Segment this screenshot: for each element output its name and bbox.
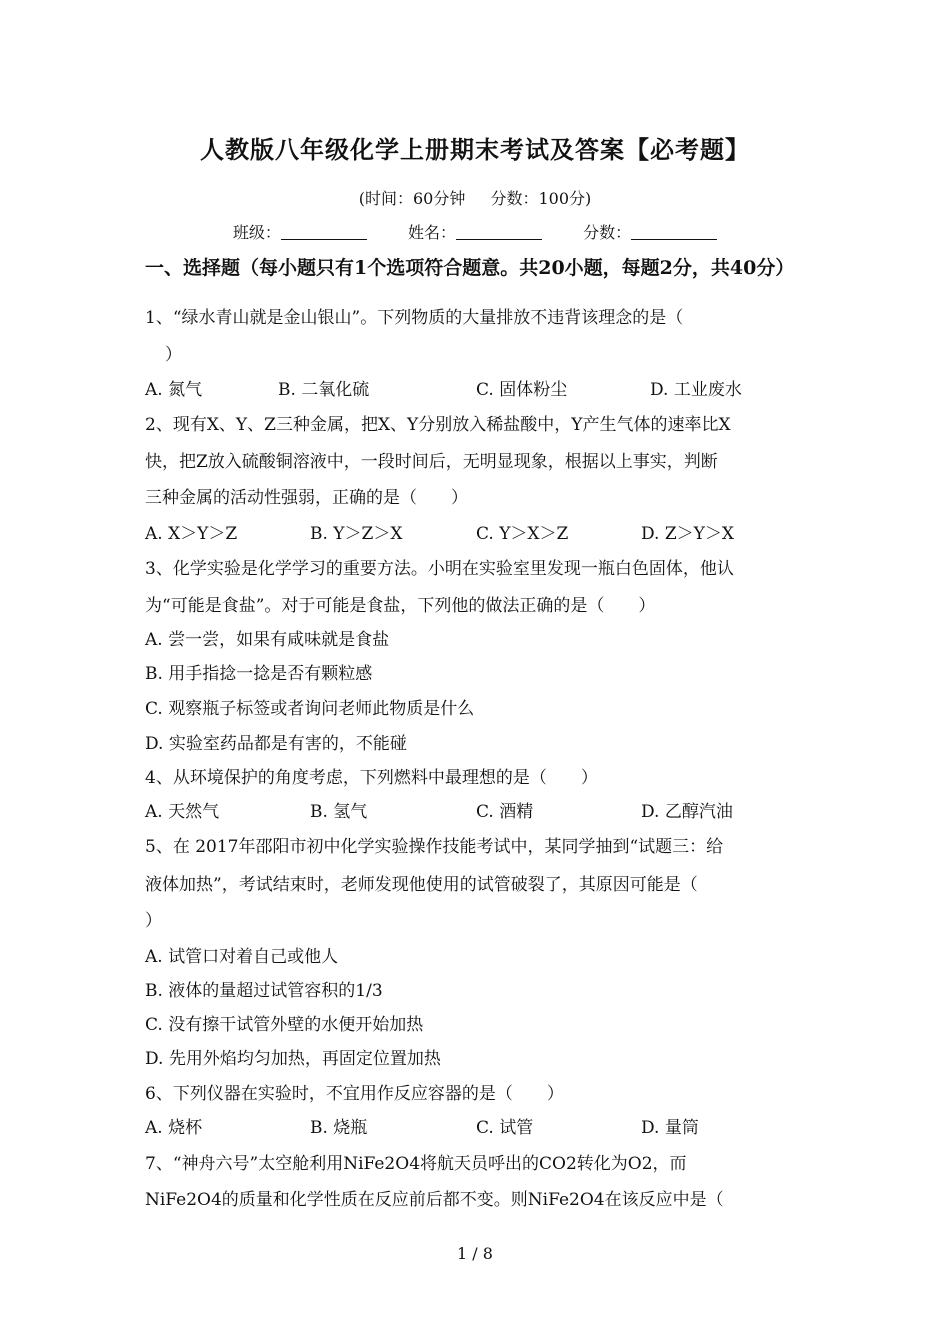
question-3-line-1: 3、化学实验是化学学习的重要方法。小明在实验室里发现一瓶白色固体，他认: [145, 559, 734, 579]
question-2-line-3: 三种金属的活动性强弱，正确的是（ ）: [145, 488, 468, 508]
score-info: 分数：100分): [490, 189, 592, 208]
question-2-option-b[interactable]: B. Y＞Z＞X: [310, 524, 403, 544]
score-blank[interactable]: [631, 223, 717, 240]
question-1-option-b[interactable]: B. 二氧化硫: [278, 380, 370, 400]
question-5-line-2: 液体加热”，考试结束时，老师发现他使用的试管破裂了，其原因可能是（: [145, 875, 698, 895]
question-2-line-1: 2、现有X、Y、Z三种金属，把X、Y分别放入稀盐酸中，Y产生气体的速率比X: [145, 415, 731, 435]
question-4-option-c[interactable]: C. 酒精: [476, 802, 534, 822]
question-2-option-d[interactable]: D. Z＞Y＞X: [641, 524, 734, 544]
name-blank[interactable]: [456, 223, 542, 240]
page-title: 人教版八年级化学上册期末考试及答案【必考题】: [200, 135, 750, 164]
question-2-option-a[interactable]: A. X＞Y＞Z: [145, 524, 238, 544]
question-2-line-2: 快，把Z放入硫酸铜溶液中，一段时间后，无明显现象，根据以上事实，判断: [145, 452, 718, 472]
class-field[interactable]: [233, 220, 367, 243]
question-6-option-a[interactable]: A. 烧杯: [145, 1118, 203, 1138]
question-4-option-b[interactable]: B. 氢气: [310, 802, 368, 822]
question-6-option-d[interactable]: D. 量筒: [641, 1118, 699, 1138]
question-3-option-d[interactable]: D. 实验室药品都是有害的，不能碰: [145, 734, 407, 754]
question-3-option-a[interactable]: A. 尝一尝，如果有咸味就是食盐: [145, 630, 390, 650]
time-info: (时间：60分钟: [358, 189, 466, 208]
score-label: 分数：: [583, 223, 632, 242]
student-fields: [0, 220, 950, 243]
section-heading: 一、选择题（每小题只有1个选项符合题意。共20小题，每题2分，共40分）: [145, 257, 795, 279]
question-1-line-1: 1、“绿水青山就是金山银山”。下列物质的大量排放不违背该理念的是（: [145, 308, 684, 328]
question-7-line-1: 7、“神舟六号”太空舱利用NiFe2O4将航天员呼出的CO2转化为O2，而: [145, 1154, 687, 1174]
question-4-option-a[interactable]: A. 天然气: [145, 802, 220, 822]
question-5-option-b[interactable]: B. 液体的量超过试管容积的1/3: [145, 981, 383, 1001]
class-blank[interactable]: [281, 223, 367, 240]
question-6-option-c[interactable]: C. 试管: [476, 1118, 534, 1138]
question-7-line-2: NiFe2O4的质量和化学性质在反应前后都不变。则NiFe2O4在该反应中是（: [145, 1190, 724, 1210]
question-5-option-c[interactable]: C. 没有擦干试管外壁的水便开始加热: [145, 1015, 424, 1035]
question-1-option-c[interactable]: C. 固体粉尘: [476, 380, 568, 400]
class-label: 班级：: [232, 223, 281, 242]
question-2-option-c[interactable]: C. Y＞X＞Z: [476, 524, 569, 544]
question-6-line-1: 6、下列仪器在实验时，不宜用作反应容器的是（ ）: [145, 1084, 564, 1104]
exam-info: [0, 186, 950, 209]
question-1-line-2: ）: [165, 345, 182, 365]
name-label: 姓名：: [407, 223, 456, 242]
question-3-line-2: 为“可能是食盐”。对于可能是食盐，下列他的做法正确的是（ ）: [145, 596, 656, 616]
question-5-line-3: ）: [145, 911, 162, 931]
question-3-option-b[interactable]: B. 用手指捻一捻是否有颗粒感: [145, 664, 373, 684]
question-4-line-1: 4、从环境保护的角度考虑，下列燃料中最理想的是（ ）: [145, 768, 598, 788]
question-1-option-d[interactable]: D. 工业废水: [650, 380, 742, 400]
question-5-option-d[interactable]: D. 先用外焰均匀加热，再固定位置加热: [145, 1049, 441, 1069]
name-field[interactable]: [408, 220, 542, 243]
question-5-line-1: 5、在 2017年邵阳市初中化学实验操作技能考试中，某同学抽到“试题三：给: [145, 837, 724, 857]
question-1-option-a[interactable]: A. 氮气: [145, 380, 203, 400]
question-4-option-d[interactable]: D. 乙醇汽油: [641, 802, 733, 822]
score-field[interactable]: [583, 220, 717, 243]
question-3-option-c[interactable]: C. 观察瓶子标签或者询问老师此物质是什么: [145, 699, 475, 719]
page-number: 1 / 8: [457, 1244, 493, 1263]
question-5-option-a[interactable]: A. 试管口对着自己或他人: [145, 947, 339, 967]
question-6-option-b[interactable]: B. 烧瓶: [310, 1118, 368, 1138]
